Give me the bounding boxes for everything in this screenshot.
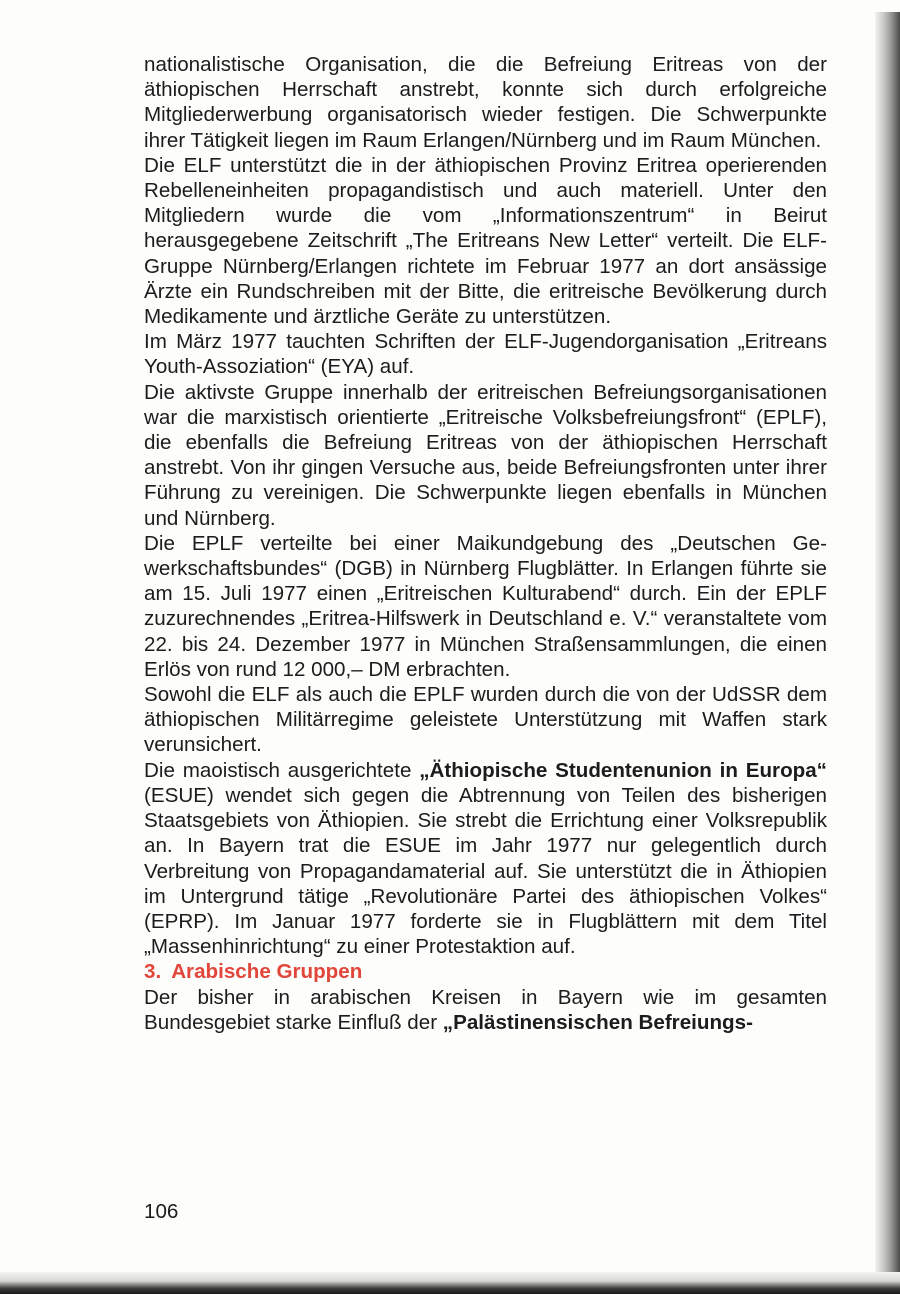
scan-edge-bottom [0,1272,900,1294]
arab-bold-name: „Palästinensischen Befreiungs- [442,1010,753,1034]
body-text [144,52,827,1035]
paragraph-elf-intro: nationalistische Organisation, die die Befreiung Eritreas von der äthiopischen Herrschaft anstrebt, konnte sich durch erfolgreiche Mitgliederwerbung organisatorisch wieder festigen. Die Schwerpunkte ihrer Tätigkeit liegen im Raum Erlangen/Nürnberg und im Raum München. [144,53,827,152]
esue-bold-name: „Äthiopische Studentenunion in Europa“ [419,758,827,782]
page-number: 106 [144,1200,179,1223]
section-number: 3. [144,960,162,984]
section-title: Arabische Gruppen [171,960,363,984]
paragraph-eplf-activities: Die EPLF verteilte bei einer Maikundgebung des „Deutschen Gewerkschaftsbundes“ (DGB) in Nürnberg Flugblätter. In Erlangen führte sie am 15. Juli 1977 einen „Eritreischen Kulturabend“ durch. Ein der EPLF zuzurechnendes „Eritrea-Hilfswerk in Deutschland e. V.“ veranstaltete vom 22. bis 24. Dezember 1977 in München Straßensammlungen, die einen Erlös von rund 12 000,– DM erbrachten. [144,531,827,681]
esue-text-after: (ESUE) wendet sich gegen die Abtrennung von Teilen des bisherigen Staatsgebiets von Äthiopien. Sie strebt die Errichtung einer Volksrepublik an. In Bayern trat die ESUE im Jahr 1977 nur gelegentlich durch Verbreitung von Propagandamaterial auf. Sie unterstützt die in Äthiopien im Untergrund tätige „Revolutionäre Partei des äthiopischen Volkes“ (EPRP). Im Januar 1977 forderte sie in Flugblättern mit dem Titel „Massenhinrichtung“ zu einer Protestaktion auf. [144,783,827,959]
paragraph-eplf-intro: Die aktivste Gruppe innerhalb der eritreischen Befreiungsorganisationen war die marxistisch orientierte „Eritreische Volksbefreiungsfront“ (EPLF), die ebenfalls die Befreiung Eritreas von der äthiopischen Herrschaft anstrebt. Von ihr gingen Versuche aus, beide Befreiungsfronten unter ihrer Führung zu vereinigen. Die Schwerpunkte liegen ebenfalls in München und Nürnberg. [144,380,827,530]
scan-edge-right [875,12,900,1282]
paragraph-elf-youth: Im März 1977 tauchten Schriften der ELF-Jugendorganisation „Eritreans Youth-Assoziation“ (EYA) auf. [144,330,827,379]
section-heading [144,959,827,984]
paragraph-elf-support: Die ELF unterstützt die in der äthiopischen Provinz Eritrea operierenden Rebelleneinheiten propagandistisch und auch materiell. Unter den Mitgliedern wurde die vom „Informationszentrum“ in Beirut herausgegebene Zeitschrift „The Eritreans New Letter“ verteilt. Die ELF-Gruppe Nürnberg/Erlangen richtete im Februar 1977 an dort ansässige Ärzte ein Rundschreiben mit der Bitte, die eritreische Bevölkerung durch Medikamente und ärztliche Geräte zu unterstützen. [144,153,827,329]
paragraph-arab-groups [144,985,827,1035]
paragraph-udssr: Sowohl die ELF als auch die EPLF wurden durch die von der UdSSR dem äthiopischen Militärregime geleistete Unterstützung mit Waffen stark verunsichert. [144,683,827,757]
arab-text-before: Der bisher in arabischen Kreisen in Bayern wie im gesamten Bundesgebiet starke Einfluß der [144,985,827,1034]
paragraph-esue [144,758,827,960]
esue-text-before: Die maoistisch ausgerichtete [144,758,420,782]
